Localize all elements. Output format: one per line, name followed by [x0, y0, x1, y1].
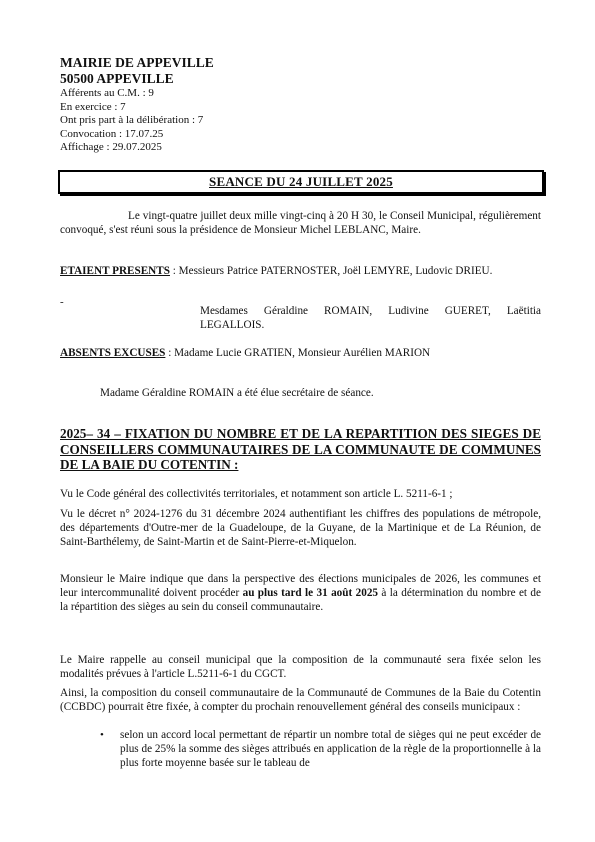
- intro-paragraph: Le vingt-quatre juillet deux mille vingt-cinq à 20 H 30, le Conseil Municipal, régulièrement convoqué, s'est réuni sous la présidence de Monsieur Michel LEBLANC, Maire.: [60, 210, 541, 236]
- maire-indique-paragraph: [60, 572, 541, 614]
- absents-label: ABSENTS EXCUSES: [60, 347, 166, 359]
- deliberation-title: 2025– 34 – FIXATION DU NOMBRE ET DE LA REPARTITION DES SIEGES DE CONSEILLERS COMMUNAUTAIRES DE LA COMMUNAUTE DE COMMUNES DE LA BAIE DU COTENTIN :: [60, 426, 541, 472]
- convocation-line: Convocation : 17.07.25: [60, 127, 164, 140]
- absents-text: : Madame Lucie GRATIEN, Monsieur Aurélien MARION: [165, 347, 431, 359]
- list-item: [100, 728, 541, 770]
- bullet-icon: •: [100, 729, 104, 741]
- vu-decret-paragraph: Vu le décret n° 2024-1276 du 31 décembre 2024 authentifiant les chiffres des populations de métropole, des départements d'Outre-mer de la Guadeloupe, de la Guyane, de la Martinique et de La Réunion, de Saint-Barthélemy, de Saint-Martin et de Saint-Pierre-et-Miquelon.: [60, 508, 541, 548]
- maire-indique-text-a: Monsieur le Maire indique que dans la perspective des élections municipales de 2026, les communes et leur intercommunalité doivent procéder: [60, 573, 541, 599]
- presents-label: ETAIENT PRESENTS: [60, 265, 170, 277]
- absents-paragraph: [60, 346, 541, 360]
- pris-part-line: Ont pris part à la délibération : 7: [60, 114, 204, 127]
- mairie-header: [60, 55, 214, 155]
- affichage-line: Affichage : 29.07.2025: [60, 141, 162, 154]
- afferents-line: Afférents au C.M. : 9: [60, 87, 154, 99]
- seance-title-box: [58, 170, 544, 194]
- exercice-line: En exercice : 7: [60, 100, 126, 113]
- mairie-postcode: 50500 APPEVILLE: [60, 71, 174, 86]
- maire-rappelle-paragraph: Le Maire rappelle au conseil municipal que la composition de la communauté sera fixée selon les modalités prévues à l'article L.5211-6-1 du CGCT.: [60, 654, 541, 680]
- mairie-name: MAIRIE DE APPEVILLE: [60, 55, 214, 70]
- seance-title: SEANCE DU 24 JUILLET 2025: [209, 174, 393, 189]
- dot-mark: -: [60, 296, 64, 308]
- presents-women: Mesdames Géraldine ROMAIN, Ludivine GUERET, Laëtitia LEGALLOIS.: [200, 305, 541, 331]
- maire-indique-text-b: à la détermination du nombre et de la répartition des sièges au sein du conseil communautaire.: [60, 587, 541, 613]
- maire-indique-deadline: au plus tard le 31 août 2025: [242, 587, 379, 599]
- ainsi-paragraph: Ainsi, la composition du conseil communautaire de la Communauté de Communes de la Baie du Cotentin (CCBDC) pourrait être fixée, à compter du prochain renouvellement général des conseils municipaux :: [60, 687, 541, 713]
- presents-paragraph: [60, 264, 541, 278]
- vu-code-paragraph: Vu le Code général des collectivités territoriales, et notamment son article L. 5211-6-1 ;: [60, 488, 453, 500]
- bullet-text: selon un accord local permettant de répartir un nombre total de sièges qui ne peut excéder de plus de 25% la somme des sièges attribués en application de la règle de la proportionnelle à la plus forte moyenne basée sur le tableau de: [120, 729, 541, 769]
- presents-men: : Messieurs Patrice PATERNOSTER, Joël LEMYRE, Ludovic DRIEU.: [169, 265, 493, 277]
- secretaire-line: Madame Géraldine ROMAIN a été élue secrétaire de séance.: [100, 387, 374, 399]
